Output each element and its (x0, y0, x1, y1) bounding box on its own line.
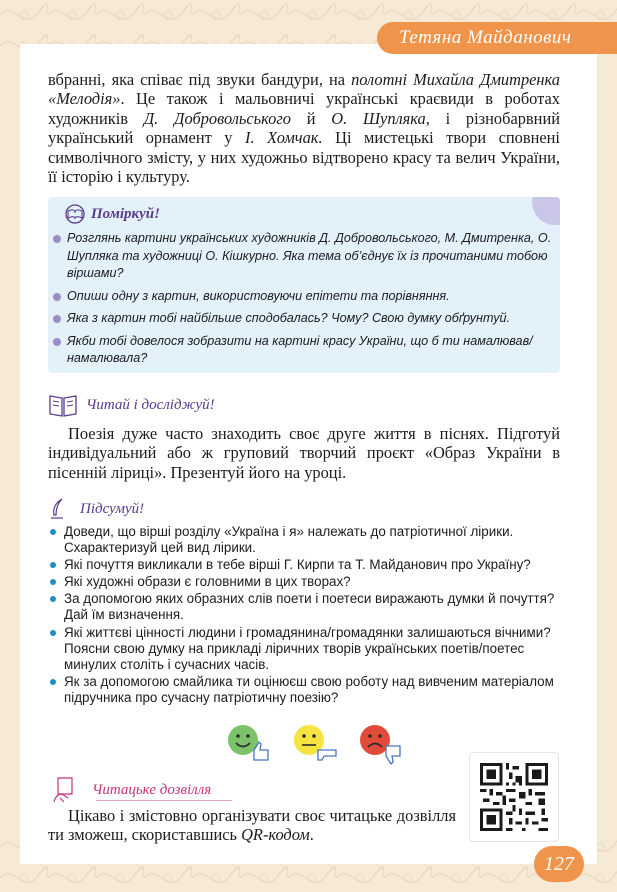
intro-paragraph: вбранні, яка співає під звуки бандури, на полотні Михайла Дмитренка «Мелодія». Це також і мальовничі українські краєвиди в роботах художників Д. Добровольського й О. Шупляка, і різнобарвний український орнамент у І. Хомчак. Ці мистецькі твори сповнені символічного змісту, у них художньо відтворено красу та велич України, її історію і культуру. (48, 70, 561, 187)
summary-list (50, 524, 560, 707)
list-item: Які життєві цінності людини і громадянина/громадянки залишаються вічними? Поясни свою думку на прикладі ліричних творів українських поетів/поетес минулих століть і сучасних часів. (50, 625, 560, 673)
author-name: Тетяна Майданович (399, 27, 572, 48)
list-item: Яка з картин тобі найбільше сподобалась? Чому? Свою думку обґрунтуй. (58, 310, 558, 328)
page-number: 127 (534, 846, 584, 882)
list-item: Опиши одну з картин, використовуючи епітети та порівняння. (58, 288, 558, 306)
divider (96, 800, 232, 801)
summary-heading: Підсумуй! (48, 497, 144, 521)
good-smiley-icon[interactable] (226, 722, 272, 766)
list-item: Як за допомогою смайлика ти оцінюєш свою роботу над вивченим матеріалом підручника про сучасну патріотичну поезію? (50, 674, 560, 706)
think-box (48, 197, 560, 373)
list-item: Які художні образи є головними в цих творах? (50, 574, 560, 590)
think-corner-decoration (532, 197, 560, 225)
hand-book-icon (52, 776, 78, 804)
book-icon (62, 204, 88, 224)
read-heading: Читай і досліджуй! (48, 392, 215, 418)
list-item: Якби тобі довелося зобразити на картині красу України, що б ти намалював/ намалювала? (58, 333, 558, 368)
think-list (58, 230, 558, 373)
neutral-smiley-icon[interactable] (292, 722, 338, 766)
qr-code-icon[interactable] (469, 752, 559, 842)
leisure-paragraph: Цікаво і змістовно організувати своє читацьке дозвілля ти зможеш, скориставшись QR-кодом. (48, 806, 456, 845)
smiley-rating (226, 722, 404, 766)
think-heading: Поміркуй! (62, 204, 160, 224)
list-item: Розглянь картини українських художників Д. Добровольського, М. Дмитренка, О. Шупляка та художниці О. Кішкурно. Яка тема об’єднує їх із прочитаними тобою віршами? (58, 230, 558, 283)
read-paragraph: Поезія дуже часто знаходить своє друге життя в піснях. Підготуй індивідуальний або ж груповий творчий проєкт «Образ України в пісенній ліриці». Презентуй його на уроці. (48, 424, 560, 482)
list-item: Які почуття викликали в тебе вірші Г. Кирпи та Т. Майданович про Україну? (50, 557, 560, 573)
bad-smiley-icon[interactable] (358, 722, 404, 766)
list-item: Доведи, що вірші розділу «Україна і я» належать до патріотичної лірики. Схарактеризуй цей вид лірики. (50, 524, 560, 556)
open-book-icon (48, 392, 78, 418)
author-tab (377, 22, 617, 54)
quill-pen-icon (48, 497, 68, 521)
leisure-heading: Читацьке дозвілля (52, 776, 211, 804)
list-item: За допомогою яких образних слів поети і поетеси виражають думки й почуття? Дай їм визначення. (50, 591, 560, 623)
